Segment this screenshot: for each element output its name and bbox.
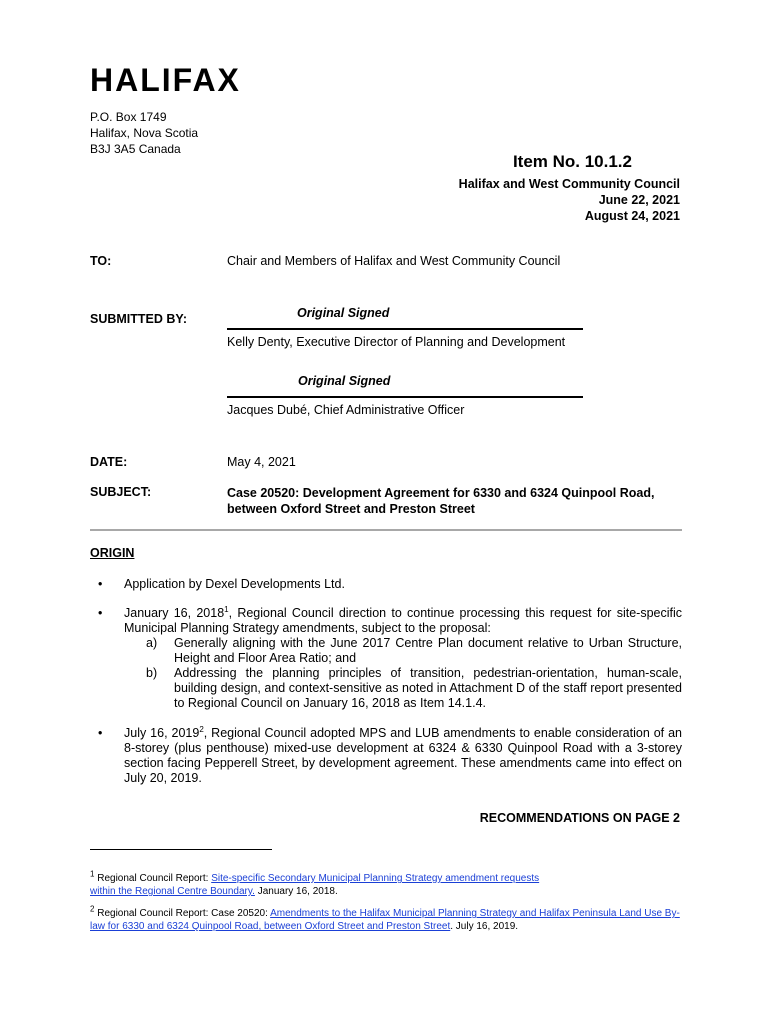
footnote-separator [90,849,272,850]
footnote-text: Regional Council Report: Case 20520: [94,908,271,919]
list-item-date: July 16, 2019 [124,726,200,740]
to-value: Chair and Members of Halifax and West Community Council [227,254,561,268]
signature-note: Original Signed [297,306,390,320]
halifax-logo: HALIFAX [90,62,241,98]
footnote [90,904,682,933]
council-name: Halifax and West Community Council [458,177,680,191]
address-line: P.O. Box 1749 [90,110,167,124]
footnote-ref[interactable]: 2 [199,724,204,734]
footnote-text: Regional Council Report: [94,873,212,884]
sub-list-text: Generally aligning with the June 2017 Centre Plan document relative to Urban Structure, Height and Floor Area Ratio; and [174,636,682,665]
signature-note: Original Signed [298,374,391,388]
sub-list-letter: b) [146,666,158,680]
list-item-text: , Regional Council adopted MPS and LUB amendments to enable consideration of an 8-storey (plus penthouse) mixed-use development at 6324 & 6330 Quinpool Road with a 3-storey section facing Pepperell Street, by development agreement. These amendments came into effect on July 20, 2019. [124,726,682,785]
mailing-address [90,109,198,157]
address-line: Halifax, Nova Scotia [90,126,199,140]
section-divider [90,529,682,531]
bullet-icon: • [98,726,103,740]
sub-list-text: Addressing the planning principles of transition, pedestrian-orientation, human-scale, building design, and context-sensitive as noted in Attachment D of the staff report presented to Regional Council on January 16, 2018 as Item 14.1.4. [174,666,682,710]
meeting-date: June 22, 2021 [598,193,680,207]
sub-list-letter: a) [146,636,158,650]
address-line: B3J 3A5 Canada [90,142,181,156]
signer-name: Jacques Dubé, Chief Administrative Officer [227,403,465,417]
footnote-text: January 16, 2018. [254,886,338,897]
subject-line: between Oxford Street and Preston Street [227,502,475,516]
subject-label: SUBJECT: [90,485,152,499]
origin-list [90,568,682,786]
bullet-icon: • [98,577,103,591]
signer-name: Kelly Denty, Executive Director of Planning and Development [227,335,566,349]
sub-list-item [124,636,682,666]
council-block [459,176,680,224]
signature-line [227,396,583,398]
footnote-number: 2 [90,904,95,914]
signature-line [227,328,583,330]
subject-line: Case 20520: Development Agreement for 6330 and 6324 Quinpool Road, [227,486,655,500]
footnote [90,869,560,898]
footnote-link[interactable]: Amendments to the Halifax Municipal Planning Strategy and Halifax Peninsula Land Use By-law for 6330 and 6324 Quinpool Road, between Oxford Street and Preston Street [90,908,680,932]
submitted-by-label: SUBMITTED BY: [90,312,187,326]
origin-heading: ORIGIN [90,546,135,560]
sub-list [124,636,682,711]
list-item [90,606,682,711]
recommendations-note: RECOMMENDATIONS ON PAGE 2 [479,811,680,825]
footnote-link[interactable]: Site-specific Secondary Municipal Planning Strategy amendment requests within the Regional Centre Boundary. [90,873,540,897]
list-item-text: Application by Dexel Developments Ltd. [124,577,345,591]
list-item-text: , Regional Council direction to continue processing this request for site-specific Municipal Planning Strategy amendments, subject to the proposal: [124,606,682,635]
item-number: Item No. 10.1.2 [512,152,632,171]
footnote-number: 1 [90,869,95,879]
to-label: TO: [90,254,112,268]
subject-value [227,485,654,517]
date-label: DATE: [90,455,128,469]
footnote-text: . July 16, 2019. [450,921,519,932]
meeting-date: August 24, 2021 [584,209,680,223]
footnote-ref[interactable]: 1 [224,604,229,614]
list-item-date: January 16, 2018 [124,606,225,620]
list-item [90,726,682,786]
bullet-icon: • [98,606,103,620]
list-item [90,577,682,592]
sub-list-item [124,666,682,711]
date-value: May 4, 2021 [227,455,296,469]
